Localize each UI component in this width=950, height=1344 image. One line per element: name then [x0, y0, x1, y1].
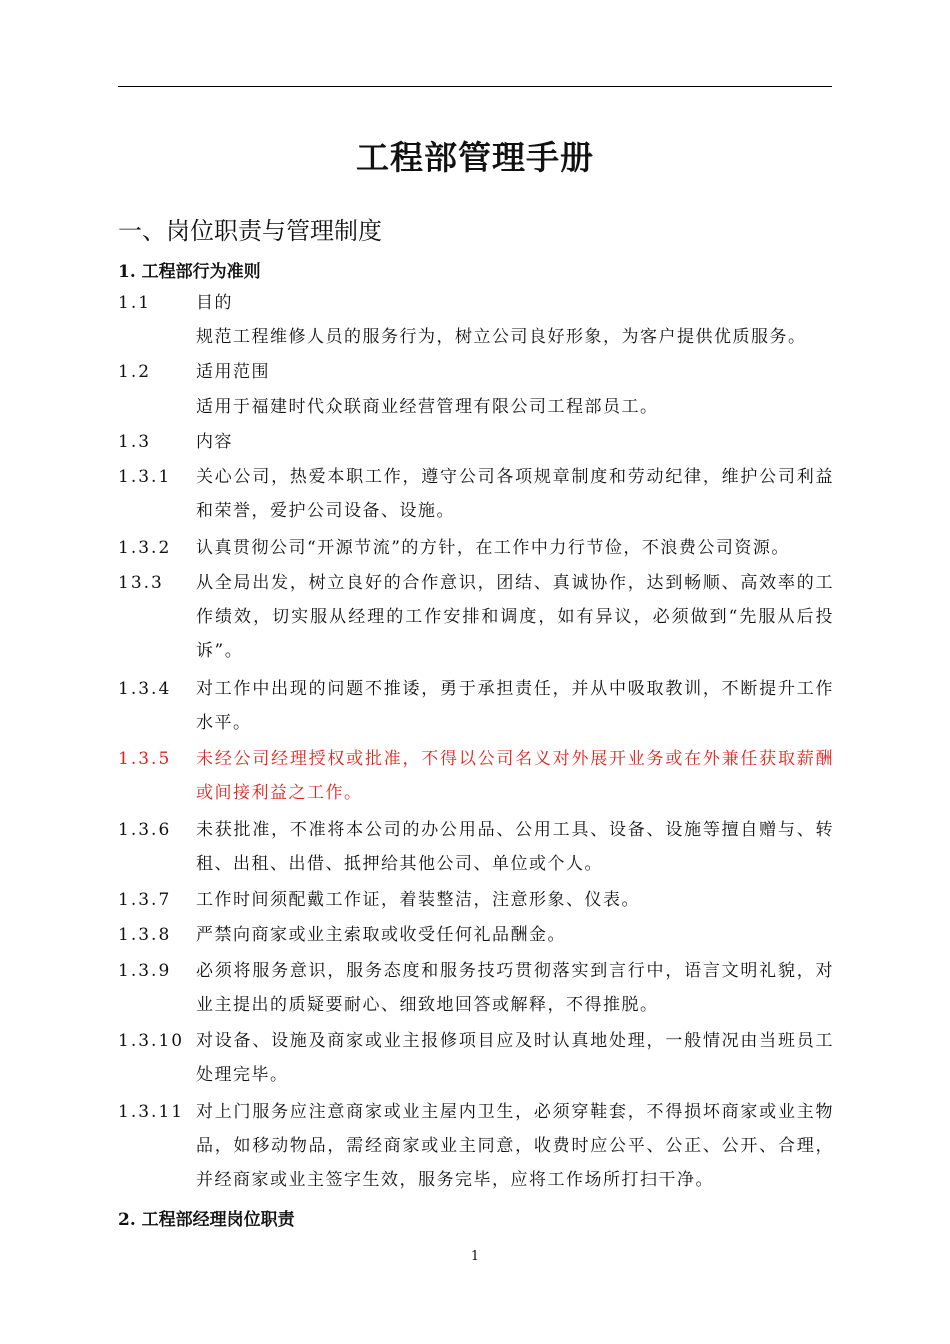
clause-number: 1.3.10 — [118, 1031, 185, 1051]
clause-number: 1.3.9 — [118, 961, 172, 981]
clause-number: 1.1 — [118, 293, 152, 313]
subsection-heading: 1. 工程部行为准则 — [118, 262, 261, 282]
clause-text: 关心公司，热爱本职工作，遵守公司各项规章制度和劳动纪律，维护公司利益和荣誉，爱护公司设备、设施。 — [196, 467, 834, 521]
clause-text: 工作时间须配戴工作证，着装整洁，注意形象、仪表。 — [196, 890, 640, 910]
page-number: 1 — [470, 1249, 480, 1264]
clause-number: 1.3.1 — [118, 467, 172, 487]
subsection-heading-2: 2. 工程部经理岗位职责 — [118, 1210, 295, 1230]
clause-text: 对工作中出现的问题不推诿，勇于承担责任，并从中吸取教训，不断提升工作水平。 — [196, 679, 834, 733]
clause-text: 必须将服务意识，服务态度和服务技巧贯彻落实到言行中，语言文明礼貌，对业主提出的质疑要耐心、细致地回答或解释，不得推脱。 — [196, 961, 834, 1015]
clause-number: 1.3.7 — [118, 890, 172, 910]
section-title: 一、岗位职责与管理制度 — [118, 217, 382, 245]
clause-text: 对上门服务应注意商家或业主屋内卫生，必须穿鞋套，不得损坏商家或业主物品，如移动物品，需经商家或业主同意，收费时应公平、公正、公开、合理，并经商家或业主签字生效，服务完毕，应将工作场所打扫干净。 — [196, 1102, 834, 1190]
clause-number: 1.2 — [118, 362, 152, 382]
clause-heading: 适用范围 — [196, 362, 270, 382]
clause-number: 1.3.6 — [118, 820, 172, 840]
clause-text: 从全局出发，树立良好的合作意识，团结、真诚协作，达到畅顺、高效率的工作绩效，切实服从经理的工作安排和调度，如有异议，必须做到“先服从后投诉”。 — [196, 573, 834, 661]
clause-text: 未经公司经理授权或批准，不得以公司名义对外展开业务或在外兼任获取薪酬或间接利益之工作。 — [196, 749, 834, 803]
clause-number: 1.3 — [118, 432, 152, 452]
clause-heading: 内容 — [196, 432, 233, 452]
clause-text: 对设备、设施及商家或业主报修项目应及时认真地处理，一般情况由当班员工处理完毕。 — [196, 1031, 834, 1085]
clause-text: 认真贯彻公司“开源节流”的方针，在工作中力行节俭，不浪费公司资源。 — [196, 538, 790, 558]
clause-text: 规范工程维修人员的服务行为，树立公司良好形象，为客户提供优质服务。 — [196, 327, 807, 347]
clause-number: 1.3.2 — [118, 538, 172, 558]
clause-number: 1.3.4 — [118, 679, 172, 699]
clause-number: 1.3.5 — [118, 749, 172, 769]
clause-heading: 目的 — [196, 293, 233, 313]
clause-number: 1.3.8 — [118, 925, 172, 945]
clause-text: 未获批准，不准将本公司的办公用品、公用工具、设备、设施等擅自赠与、转租、出租、出借、抵押给其他公司、单位或个人。 — [196, 820, 834, 874]
clause-number: 13.3 — [118, 573, 164, 593]
clause-text: 严禁向商家或业主索取或收受任何礼品酬金。 — [196, 925, 566, 945]
clause-text: 适用于福建时代众联商业经营管理有限公司工程部员工。 — [196, 397, 659, 417]
document-title: 工程部管理手册 — [356, 138, 594, 177]
clause-number: 1.3.11 — [118, 1102, 185, 1122]
header-rule — [118, 86, 832, 87]
